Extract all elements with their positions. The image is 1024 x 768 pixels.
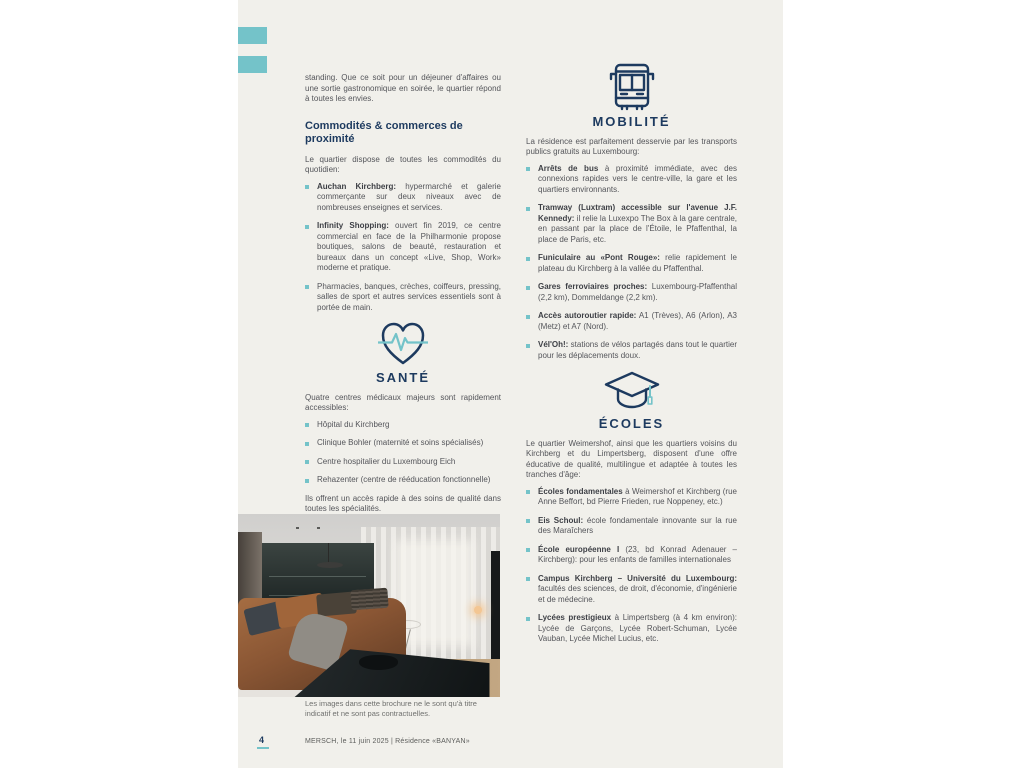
teal-accent-block-2 <box>238 56 267 73</box>
intro-paragraph: standing. Que ce soit pour un déjeuner d'affaires ou une sortie gastronomique en soirée, le quartier répond à toutes les envies. <box>305 73 501 103</box>
bullet-text: hypermarché et galerie commerçante sur deux niveaux avec de nombreuses enseignes et services. <box>317 181 501 212</box>
bullet-text: (23, bd Konrad Adenauer – Kirchberg): pour les enfants de familles internationales <box>538 544 738 564</box>
bullet-text: stations de vélos partagés dans tout le quartier pour les déplacements doux. <box>538 340 737 360</box>
bullet-text: école fondamentale innovante sur la rue des Maraîchers <box>538 515 737 535</box>
bullet-lead: Accès autoroutier rapide: <box>538 311 637 320</box>
sante-outro: Ils offrent un accès rapide à des soins de qualité dans toutes les spécialités. <box>305 493 501 513</box>
photo-tv <box>491 551 500 666</box>
list-item <box>538 574 737 606</box>
bullet-text: à Limpertsberg (à 4 km environ): Lycée de Garçons, Lycée Robert-Schuman, Lycée Vauban, Lycée Michel Lucius, etc. <box>538 613 737 643</box>
sante-lead: Quatre centres médicaux majeurs sont rapidement accessibles: <box>305 392 501 412</box>
list-item <box>538 203 737 245</box>
ceiling-spotlight <box>317 527 320 529</box>
list-item <box>538 516 737 537</box>
bullet-lead: Infinity Shopping: <box>317 221 389 230</box>
bullet-lead: Auchan Kirchberg: <box>317 181 396 191</box>
bullet-lead: Funiculaire au «Pont Rouge»: <box>538 253 660 262</box>
list-item <box>538 545 737 566</box>
list-item <box>538 282 737 303</box>
list-item: Clinique Bohler (maternité et soins spécialisés) <box>317 438 501 449</box>
graduation-cap-icon <box>526 370 737 414</box>
sante-list <box>305 420 501 486</box>
photo-pendant-light <box>328 543 329 563</box>
photo-pillow <box>350 588 388 611</box>
bullet-text: à Weimershof et Kirchberg (rue Anne Beffort, bd Pierre Frieden, rue Noppeney, etc.) <box>538 486 737 506</box>
ceiling-spotlight <box>296 527 299 529</box>
mobilite-lead: La résidence est parfaitement desservie par les transports publics gratuits au Luxembourg: <box>526 136 737 156</box>
list-item <box>538 487 737 508</box>
list-item <box>317 182 501 214</box>
bullet-text: relie rapidement le plateau du Kirchberg à la vallée du Pfaffenthal. <box>538 253 737 273</box>
heart-pulse-icon <box>305 321 501 368</box>
bullet-lead: Arrêts de bus <box>538 163 599 173</box>
ecoles-list <box>526 487 737 645</box>
photo-pendant-light <box>317 562 343 568</box>
bullet-lead: Vél'Oh!: <box>538 340 569 349</box>
mobilite-heading: MOBILITÉ <box>592 114 671 129</box>
left-column <box>305 0 501 515</box>
photo-window-glow <box>395 540 474 646</box>
brochure-page <box>238 0 783 768</box>
bullet-lead: Eis Schoul: <box>538 515 584 525</box>
list-item <box>538 340 737 361</box>
bus-icon <box>526 62 737 112</box>
commodites-lead: Le quartier dispose de toutes les commodités du quotidien: <box>305 154 501 174</box>
list-item <box>538 253 737 274</box>
commodites-list <box>305 182 501 314</box>
bullet-lead: Campus Kirchberg – Université du Luxembourg: <box>538 573 737 583</box>
list-item: Centre hospitalier du Luxembourg Eich <box>317 457 501 468</box>
list-item <box>317 221 501 274</box>
bullet-text: Luxembourg-Pfaffenthal (2,2 km), Dommeldange (2,2 km). <box>538 282 737 302</box>
photo-bowl <box>359 655 398 670</box>
bullet-lead: Gares ferroviaires proches: <box>538 282 648 291</box>
bullet-text: facultés des sciences, de droit, d'économie, d'ingénierie et de médecine. <box>538 584 737 604</box>
sante-heading: SANTÉ <box>375 370 431 385</box>
right-column <box>526 0 737 653</box>
ecoles-lead: Le quartier Weimershof, ainsi que les quartiers voisins du Kirchberg et du Limpertsberg, disposent d'une offre éducative de qualité, multilingue et adaptée à toutes les tranches d'âge: <box>526 438 737 479</box>
teal-accent-block-1 <box>238 27 267 44</box>
bullet-lead: Tramway (Luxtram) accessible sur l'avenue J.F. Kennedy: <box>538 203 737 223</box>
commodites-heading: Commodités & commerces de proximité <box>305 119 463 145</box>
bullet-lead: Lycées prestigieux <box>538 613 612 622</box>
list-item: Hôpital du Kirchberg <box>317 420 501 431</box>
bullet-lead: Écoles fondamentales <box>538 486 623 496</box>
list-item: Rehazenter (centre de rééducation fonctionnelle) <box>317 475 501 486</box>
interior-photo <box>238 514 500 697</box>
bullet-text: il relie la Luxexpo The Box à la gare centrale, en passant par la place de l'Étoile, le Pfaffenthal, la place de Paris, etc. <box>538 213 737 244</box>
photo-caption: Les images dans cette brochure ne le sont qu'à titre indicatif et ne sont pas contractuelles. <box>305 699 477 718</box>
list-item <box>538 311 737 332</box>
bullet-lead: École européenne I <box>538 544 620 554</box>
bullet-text: Pharmacies, banques, crèches, coiffeurs, pressing, salles de sport et autres services essentiels sont à portée de main. <box>317 281 501 312</box>
mobilite-list <box>526 164 737 362</box>
list-item <box>538 613 737 645</box>
list-item <box>538 164 737 196</box>
page-number: 4 <box>259 735 265 745</box>
list-item <box>317 282 501 314</box>
photo-cabinet-detail <box>269 576 366 577</box>
ecoles-heading: ÉCOLES <box>598 416 665 431</box>
footer-text: MERSCH, le 11 juin 2025 | Résidence «BANYAN» <box>305 738 470 745</box>
bullet-text: à proximité immédiate, avec des connexions rapides vers le centre-ville, la gare et les quartiers environnants. <box>538 163 737 194</box>
bullet-text: ouvert fin 2019, ce centre commercial en face de la Philharmonie propose boutiques, salons de beauté, restauration et bureaux dans un concept «Live, Shop, Work» moderne et pratique. <box>317 221 501 272</box>
page-number-underline <box>257 747 269 749</box>
bullet-text: A1 (Trèves), A6 (Arlon), A3 (Metz) et A7 (Nord). <box>538 311 737 331</box>
photo-lamp <box>474 606 482 614</box>
